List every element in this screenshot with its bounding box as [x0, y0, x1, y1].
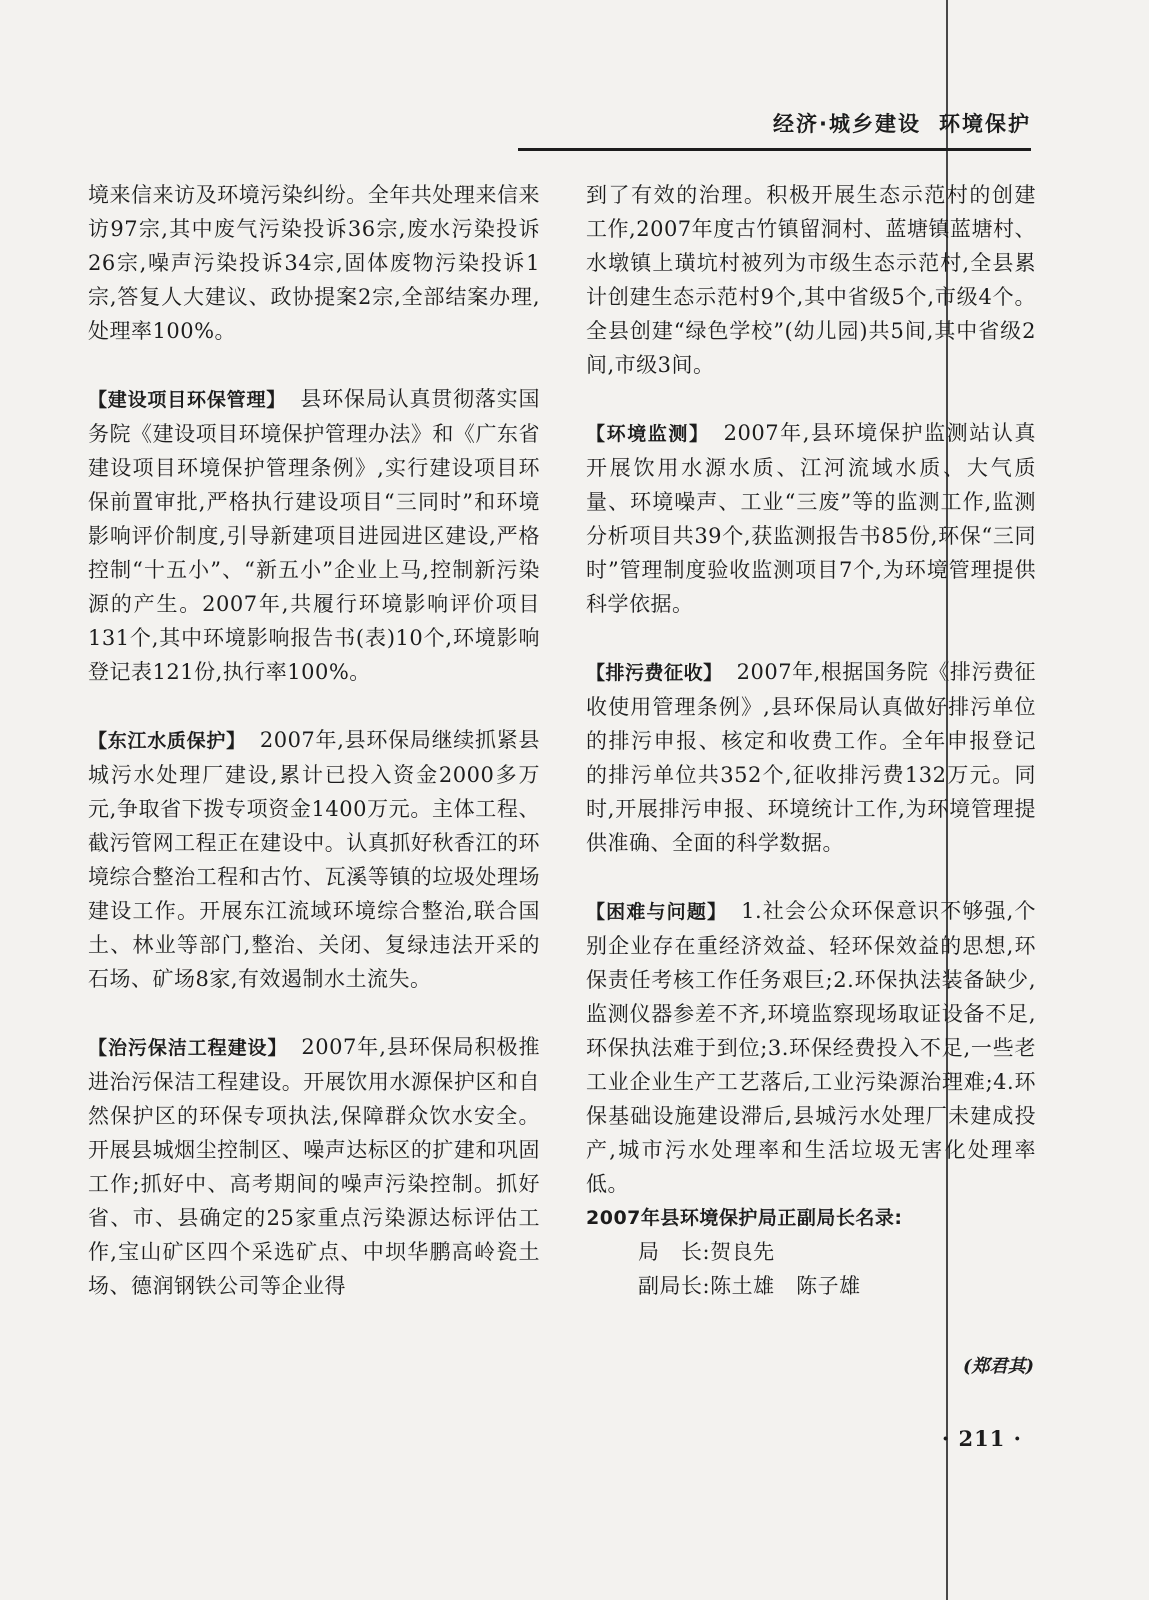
page-number: · 211 · [941, 1426, 1022, 1451]
section-body: 1.社会公众环保意识不够强,个别企业存在重经济效益、轻环保效益的思想,环保责任考核工作任务艰巨;2.环保执法装备缺少,监测仪器参差不齐,环境监察现场取证设备不足,环保执法难于到位;3.环保经费投入不足,一些老工业企业生产工艺落后,工业污染源治理难;4.环保基础设施建设滞后,县城污水处理厂未建成投产,城市污水处理率和生活垃圾无害化处理率低。 [586, 899, 1036, 1196]
running-header [773, 108, 1031, 138]
header-topic: 环境保护 [939, 112, 1031, 136]
deputy-director-entry: 副局长:陈土雄 陈子雄 [638, 1274, 861, 1298]
section-body: 2007年,县环保局积极推进治污保洁工程建设。开展饮用水源保护区和自然保护区的环保专项执法,保障群众饮水安全。开展县城烟尘控制区、噪声达标区的扩建和巩固工作;抓好中、高考期间的噪声污染控制。抓好省、市、县确定的25家重点污染源达标评估工作,宝山矿区四个采选矿点、中坝华鹏高岭瓷土场、德润钢铁公司等企业得 [88, 1035, 540, 1298]
section-heading: 【建设项目环保管理】 [88, 389, 287, 411]
section-body: 2007年,根据国务院《排污费征收使用管理条例》,县环保局认真做好排污单位的排污申报、核定和收费工作。全年申报登记的排污单位共352个,征收排污费132万元。同时,开展排污申报、环境统计工作,为环境管理提供准确、全面的科学数据。 [586, 660, 1036, 855]
paragraph-continued: 到了有效的治理。积极开展生态示范村的创建工作,2007年度古竹镇留洞村、蓝塘镇蓝塘村、水墩镇上璜坑村被列为市级生态示范村,全县累计创建生态示范村9个,其中省级5个,市级4个。全县创建“绿色学校”(幼儿园)共5间,其中省级2间,市级3间。 [586, 183, 1036, 377]
section-body: 2007年,县环保局继续抓紧县城污水处理厂建设,累计已投入资金2000多万元,争取省下拨专项资金1400万元。主体工程、截污管网工程正在建设中。认真抓好秋香江的环境综合整治工程和古竹、瓦溪等镇的垃圾处理场建设工作。开展东江流域环境综合整治,联合国土、林业等部门,整治、关闭、复绿违法开采的石场、矿场8家,有效遏制水土流失。 [88, 728, 540, 991]
section-heading: 【治污保洁工程建设】 [88, 1037, 288, 1059]
section-sewage-fees [586, 655, 1036, 860]
header-rule [518, 148, 1031, 151]
section-construction-projects [88, 382, 540, 689]
section-heading: 【环境监测】 [586, 423, 710, 445]
section-pollution-control [88, 1030, 540, 1303]
header-section: 经济·城乡建设 [773, 112, 921, 136]
section-heading: 【困难与问题】 [586, 901, 728, 923]
right-column [586, 178, 1036, 1303]
section-monitoring [586, 416, 1036, 621]
paragraph-continued: 境来信来访及环境污染纠纷。全年共处理来信来访97宗,其中废气污染投诉36宗,废水污染投诉26宗,噪声污染投诉34宗,固体废物污染投诉1宗,答复人大建议、政协提案2宗,全部结案办理,处理率100%。 [88, 183, 540, 343]
section-problems [586, 894, 1036, 1201]
left-column [88, 178, 540, 1303]
section-body: 县环保局认真贯彻落实国务院《建设项目环境保护管理办法》和《广东省建设项目环境保护管理条例》,实行建设项目环保前置审批,严格执行建设项目“三同时”和环境影响评价制度,引导新建项目进园进区建设,严格控制“十五小”、“新五小”企业上马,控制新污染源的产生。2007年,共履行环境影响评价项目131个,其中环境影响报告书(表)10个,环境影响登记表121份,执行率100%。 [88, 387, 540, 684]
section-heading: 【东江水质保护】 [88, 730, 246, 752]
section-dongjiang-water [88, 723, 540, 996]
section-heading: 【排污费征收】 [586, 662, 723, 684]
author-credit: (郑君其) [962, 1356, 1034, 1377]
director-entry: 局 长:贺良先 [638, 1240, 775, 1264]
section-body: 2007年,县环境保护监测站认真开展饮用水源水质、江河流域水质、大气质量、环境噪声、工业“三废”等的监测工作,监测分析项目共39个,获监测报告书85份,环保“三同时”管理制度验收监测项目7个,为环境管理提供科学依据。 [586, 421, 1036, 616]
officials-list-title: 2007年县环境保护局正副局长名录: [586, 1207, 903, 1229]
